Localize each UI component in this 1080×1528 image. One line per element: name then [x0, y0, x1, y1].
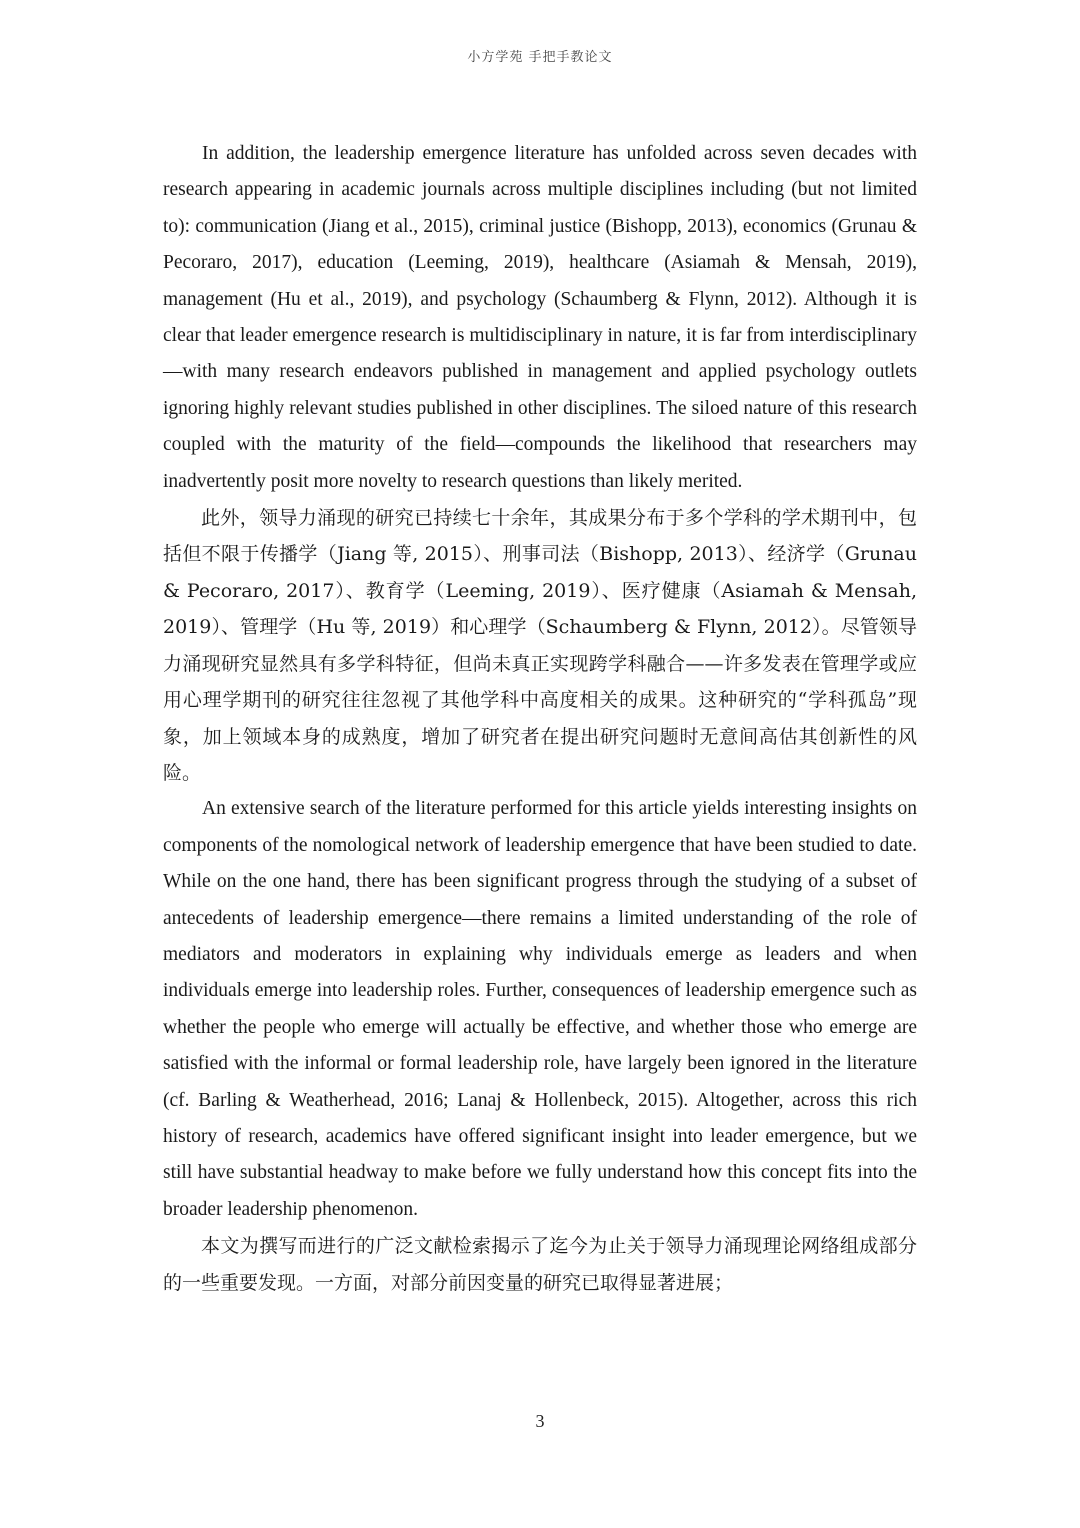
page-header: 小方学苑 手把手教论文 — [467, 50, 613, 65]
paragraph-english-1: In addition, the leadership emergence literature has unfolded across seven decades with research appearing in academic journals across multiple disciplines including (but not limited to): communication (Jiang et al., 2015), criminal justice (Bishopp, 2013), economics (Grunau & Pecoraro, 2017), education (Leeming, 2019), healthcare (Asiamah & Mensah, 2019), management (Hu et al., 2019), and psychology (Schaumberg & Flynn, 2012). Although it is clear that leader emergence research is multidisciplinary in nature, it is far from interdisciplinary—with many research endeavors published in management and applied psychology outlets ignoring highly relevant studies published in other disciplines. The siloed nature of this research coupled with the maturity of the field—compounds the likelihood that researchers may inadvertently posit more novelty to research questions than likely merited. — [163, 143, 917, 492]
paragraph-chinese-2: 本文为撰写而进行的广泛文献检索揭示了迄今为止关于领导力涌现理论网络组成部分的一些重要发现。一方面，对部分前因变量的研究已取得显著进展； — [163, 1235, 917, 1294]
paragraph-english-2: An extensive search of the literature performed for this article yields interesting insights on components of the nomological network of leadership emergence that have been studied to date. While on the one hand, there has been significant progress through the studying of a subset of antecedents of leadership emergence—there remains a limited understanding of the role of mediators and moderators in explaining why individuals emerge as leaders and when individuals emerge into leadership roles. Further, consequences of leadership emergence such as whether the people who emerge will actually be effective, and whether those who emerge are satisfied with the informal or formal leadership role, have largely been ignored in the literature (cf. Barling & Weatherhead, 2016; Lanaj & Hollenbeck, 2015). Altogether, across this rich history of research, academics have offered significant insight into leader emergence, but we still have substantial headway to make before we fully understand how this concept fits into the broader leadership phenomenon. — [163, 798, 917, 1220]
body-text — [163, 136, 917, 1301]
paragraph-chinese-1: 此外，领导力涌现的研究已持续七十余年，其成果分布于多个学科的学术期刊中，包括但不限于传播学（Jiang 等, 2015）、刑事司法（Bishopp, 2013）、经济学（Grunau & Pecoraro, 2017）、教育学（Leeming, 2019）、医疗健康（Asiamah & Mensah, 2019）、管理学（Hu 等, 2019）和心理学（Schaumberg & Flynn, 2012）。尽管领导力涌现研究显然具有多学科特征，但尚未真正实现跨学科融合——许多发表在管理学或应用心理学期刊的研究往往忽视了其他学科中高度相关的成果。这种研究的“学科孤岛”现象，加上领域本身的成熟度，增加了研究者在提出研究问题时无意间高估其创新性的风险。 — [163, 507, 917, 784]
page-number: 3 — [535, 1411, 545, 1431]
